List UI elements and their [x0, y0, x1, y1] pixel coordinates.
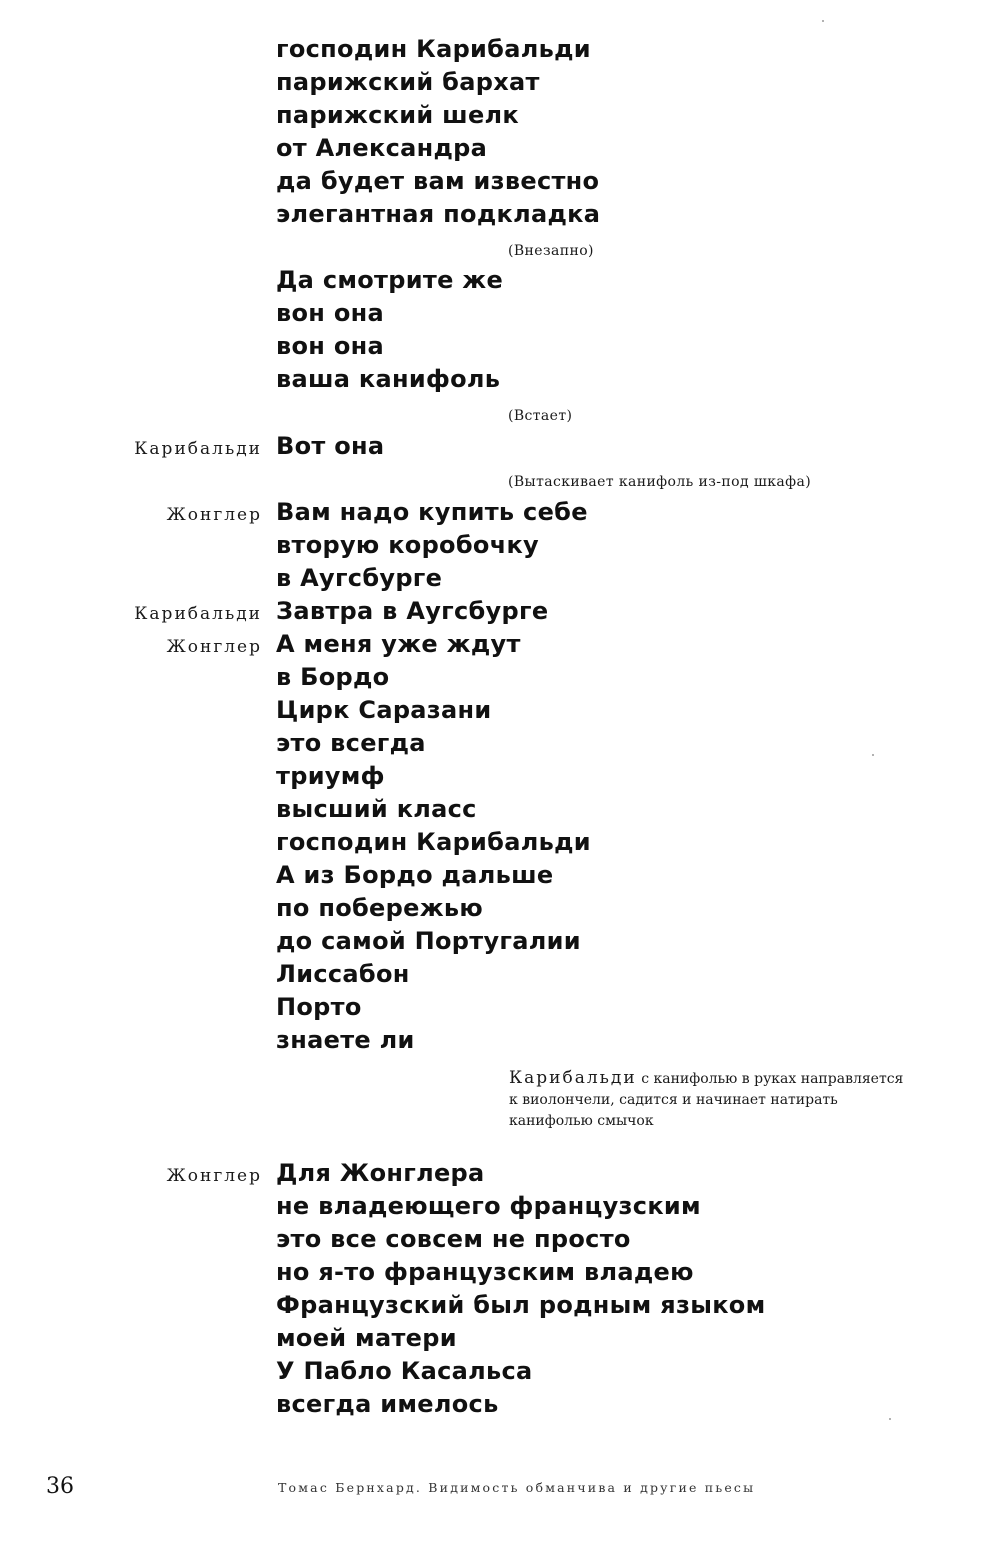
dialogue-line: Лиссабон — [276, 960, 410, 988]
dialogue-line: вон она — [276, 299, 384, 327]
scan-speck — [889, 1418, 891, 1420]
dialogue-line: не владеющего французским — [276, 1192, 701, 1220]
dialogue-line: Вам надо купить себе — [276, 498, 588, 526]
dialogue-line: от Александра — [276, 134, 488, 162]
dialogue-line: Для Жонглера — [276, 1159, 485, 1187]
dialogue-line: до самой Португалии — [276, 927, 581, 955]
dialogue-line: в Аугсбурге — [276, 564, 443, 592]
stage-direction: (Встает) — [508, 408, 573, 424]
dialogue-line: высший класс — [276, 795, 477, 823]
dialogue-line: А из Бордо дальше — [276, 861, 554, 889]
dialogue-line: Да смотрите же — [276, 266, 504, 294]
dialogue-line: знаете ли — [276, 1026, 415, 1054]
dialogue-line: У Пабло Касальса — [276, 1357, 533, 1385]
stage-direction-text: канифолью смычок — [509, 1113, 654, 1129]
stage-direction-speaker: Карибальди — [509, 1068, 637, 1088]
dialogue-line: Французский был родным языком — [276, 1291, 766, 1319]
dialogue-line: вторую коробочку — [276, 531, 539, 559]
dialogue-line: А меня уже ждут — [276, 630, 521, 658]
scan-speck — [822, 20, 824, 22]
running-title: Томас Бернхард. Видимость обманчива и другие пьесы — [278, 1480, 756, 1495]
stage-direction-block — [509, 1068, 969, 1132]
dialogue-line: парижский бархат — [276, 68, 540, 96]
dialogue-line: Вот она — [276, 432, 385, 460]
stage-direction: (Внезапно) — [508, 243, 594, 259]
dialogue-line: ваша канифоль — [276, 365, 501, 393]
stage-direction-text: с канифолью в руках направляется — [641, 1071, 904, 1087]
dialogue-line: да будет вам известно — [276, 167, 600, 195]
dialogue-line: вон она — [276, 332, 384, 360]
dialogue-line: парижский шелк — [276, 101, 519, 129]
dialogue-line: Завтра в Аугсбурге — [276, 597, 549, 625]
speaker-name: Жонглер — [166, 505, 262, 525]
speaker-name: Карибальди — [134, 604, 262, 624]
dialogue-line: это всегда — [276, 729, 426, 757]
dialogue-line: но я-то французским владею — [276, 1258, 694, 1286]
dialogue-line: моей матери — [276, 1324, 457, 1352]
page-number: 36 — [46, 1474, 74, 1499]
speaker-name: Карибальди — [134, 439, 262, 459]
dialogue-line: триумф — [276, 762, 385, 790]
scan-speck — [872, 754, 874, 756]
dialogue-line: это все совсем не просто — [276, 1225, 631, 1253]
stage-direction: (Вытаскивает канифоль из-под шкафа) — [508, 474, 812, 490]
dialogue-line: элегантная подкладка — [276, 200, 601, 228]
speaker-name: Жонглер — [166, 637, 262, 657]
stage-direction-text: к виолончели, садится и начинает натирать — [509, 1092, 838, 1108]
dialogue-line: Цирк Саразани — [276, 696, 492, 724]
dialogue-line: Порто — [276, 993, 362, 1021]
dialogue-line: в Бордо — [276, 663, 390, 691]
dialogue-line: всегда имелось — [276, 1390, 499, 1418]
speaker-name: Жонглер — [166, 1166, 262, 1186]
dialogue-line: господин Карибальди — [276, 35, 591, 63]
dialogue-line: господин Карибальди — [276, 828, 591, 856]
dialogue-line: по побережью — [276, 894, 483, 922]
